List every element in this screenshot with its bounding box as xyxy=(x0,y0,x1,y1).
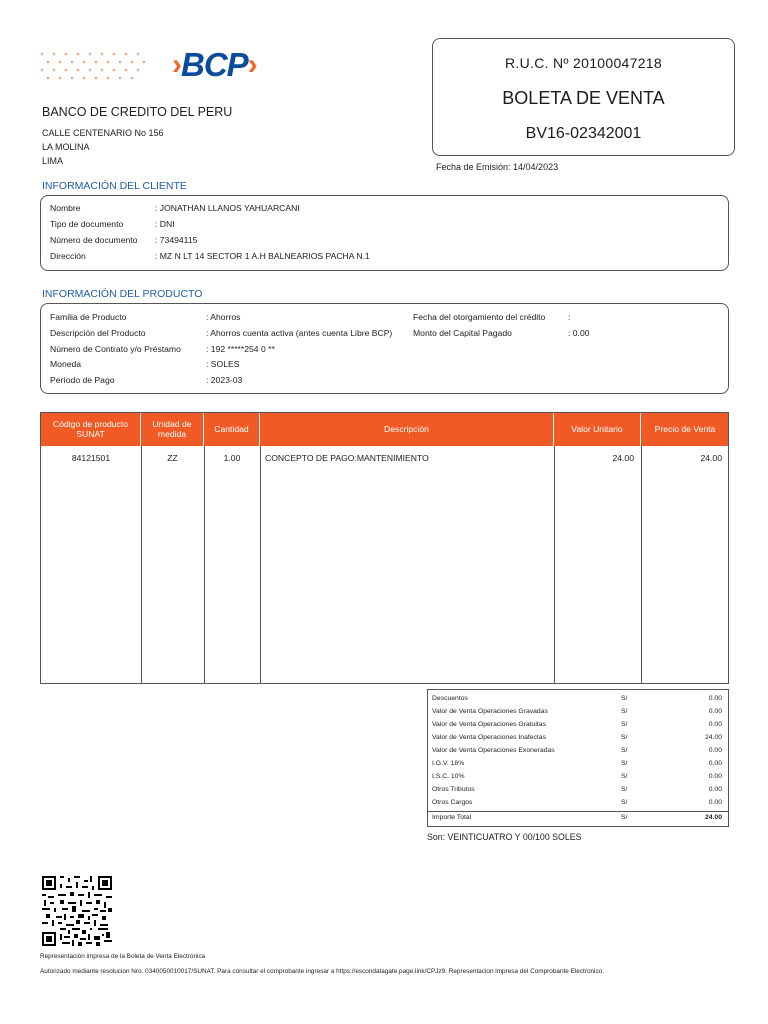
column-divider xyxy=(204,446,205,683)
credit-grant-date-label: Fecha del otorgamiento del crédito xyxy=(413,312,546,322)
credit-grant-date-value: : xyxy=(568,312,571,322)
client-doc-type-value: : DNI xyxy=(155,219,175,229)
product-info-panel xyxy=(40,303,729,394)
items-table xyxy=(40,412,729,684)
product-section-title: INFORMACIÓN DEL PRODUCTO xyxy=(42,288,203,300)
authorization-note: Autorizado mediante resolucion Nro. 0340050010017/SUNAT. Para consultar el comprobante ingresar a https://escondatagate.page.link/CPJz9. Representacion impresa del Comprobante Electronico. xyxy=(40,968,605,975)
contract-number-label: Número de Contrato y/o Préstamo xyxy=(50,344,181,354)
ruc-number: R.U.C. Nº 20100047218 xyxy=(505,55,662,71)
items-table-header xyxy=(41,413,728,446)
client-doc-type-label: Tipo de documento xyxy=(50,219,124,229)
totals-row xyxy=(428,693,728,706)
amount-in-words: Son: VEINTICUATRO Y 00/100 SOLES xyxy=(427,832,582,842)
totals-value: 0.00 xyxy=(708,773,722,780)
totals-value: 0.00 xyxy=(708,786,722,793)
totals-row xyxy=(428,706,728,719)
bcp-logo xyxy=(172,46,257,84)
logo-chevron-right: › xyxy=(247,48,257,81)
totals-label: Valor de Venta Operaciones Gratuitas xyxy=(432,721,546,728)
client-doc-number-value: : 73494115 xyxy=(155,235,198,245)
totals-currency: S/ xyxy=(621,695,628,702)
currency-value: : SOLES xyxy=(206,359,240,369)
contract-number-value: : 192 *****254 0 ** xyxy=(206,344,275,354)
totals-label: Valor de Venta Operaciones Inafectas xyxy=(432,734,546,741)
item-sale-price: 24.00 xyxy=(700,453,722,463)
totals-value: 0.00 xyxy=(708,799,722,806)
qr-code xyxy=(42,876,112,946)
item-unit: ZZ xyxy=(167,453,178,463)
column-divider xyxy=(554,446,555,683)
totals-value: 0.00 xyxy=(708,721,722,728)
totals-label: Valor de Venta Operaciones Exoneradas xyxy=(432,747,555,754)
totals-currency: S/ xyxy=(621,734,628,741)
totals-label: Otros Cargos xyxy=(432,799,473,806)
totals-value: 24.00 xyxy=(704,734,722,741)
totals-currency: S/ xyxy=(621,708,628,715)
paid-capital-value: : 0.00 xyxy=(568,328,590,338)
item-unit-value: 24.00 xyxy=(612,453,634,463)
totals-box xyxy=(427,689,729,827)
totals-row xyxy=(428,771,728,784)
totals-currency: S/ xyxy=(621,760,628,767)
payment-period-value: : 2023-03 xyxy=(206,375,243,385)
issuer-address-line1: CALLE CENTENARIO No 156 xyxy=(42,128,164,138)
currency-label: Moneda xyxy=(50,359,82,369)
issuer-address-line2: LA MOLINA xyxy=(42,142,90,152)
totals-currency: S/ xyxy=(621,721,628,728)
totals-currency: S/ xyxy=(621,786,628,793)
logo-chevron-left: › xyxy=(172,48,181,81)
totals-row xyxy=(428,784,728,797)
totals-currency: S/ xyxy=(621,799,628,806)
client-name-label: Nombre xyxy=(50,203,81,213)
payment-period-label: Período de Pago xyxy=(50,375,115,385)
electronic-representation-note: Representación impresa de la Boleta de Venta Electrónica xyxy=(40,953,206,960)
totals-value: 0.00 xyxy=(708,708,722,715)
item-description: CONCEPTO DE PAGO:MANTENIMIENTO xyxy=(265,453,429,463)
bcp-logo-dots xyxy=(40,50,152,82)
item-code: 84121501 xyxy=(71,453,111,463)
total-amount-label: Importe Total xyxy=(432,814,472,821)
document-number: BV16-02342001 xyxy=(525,125,642,142)
client-info-panel xyxy=(40,195,729,271)
product-description-label: Descripción del Producto xyxy=(50,328,146,338)
totals-label: Otros Tributos xyxy=(432,786,475,793)
totals-row xyxy=(428,797,728,810)
paid-capital-label: Monto del Capital Pagado xyxy=(413,328,512,338)
totals-label: Valor de Venta Operaciones Gravadas xyxy=(432,708,548,715)
header-unit: Unidad de medida xyxy=(141,413,204,446)
totals-label: Descuentos xyxy=(432,695,468,702)
column-divider xyxy=(141,446,142,683)
column-divider xyxy=(641,446,642,683)
header-quantity: Cantidad xyxy=(204,413,260,446)
product-family-label: Familia de Producto xyxy=(50,312,127,322)
totals-row xyxy=(428,732,728,745)
issue-date: Fecha de Emisión: 14/04/2023 xyxy=(436,162,559,172)
issuer-address-line3: LIMA xyxy=(42,156,64,166)
logo-text: BCP xyxy=(181,46,248,83)
client-section-title: INFORMACIÓN DEL CLIENTE xyxy=(42,180,187,192)
totals-value: 0.00 xyxy=(708,747,722,754)
header-product-code: Código de producto SUNAT xyxy=(41,413,141,446)
totals-row xyxy=(428,745,728,758)
document-type: BOLETA DE VENTA xyxy=(502,88,665,108)
header-description: Descripción xyxy=(260,413,554,446)
client-doc-number-label: Número de documento xyxy=(50,235,138,245)
totals-row xyxy=(428,758,728,771)
client-address-value: : MZ N LT 14 SECTOR 1 A.H BALNEARIOS PACHA N.1 xyxy=(155,251,370,261)
totals-currency: S/ xyxy=(621,773,628,780)
total-amount-row xyxy=(428,811,728,824)
total-amount-currency: S/ xyxy=(621,814,628,821)
column-divider xyxy=(260,446,261,683)
total-amount-value: 24.00 xyxy=(704,814,722,821)
product-description-value: : Ahorros cuenta activa (antes cuenta Libre BCP) xyxy=(206,328,393,338)
header-unit-value: Valor Unitario xyxy=(554,413,641,446)
item-quantity: 1.00 xyxy=(223,453,241,463)
totals-label: I.G.V. 18% xyxy=(432,760,465,767)
totals-row xyxy=(428,719,728,732)
totals-value: 0.00 xyxy=(708,760,722,767)
totals-value: 0.00 xyxy=(708,695,722,702)
client-address-label: Dirección xyxy=(50,251,86,261)
header-sale-price: Precio de Venta xyxy=(654,423,716,434)
totals-label: I.S.C. 10% xyxy=(432,773,465,780)
document-id-box xyxy=(432,38,735,156)
product-family-value: : Ahorros xyxy=(206,312,241,322)
client-name-value: : JONATHAN LLANOS YAHUARCANI xyxy=(155,203,300,213)
totals-currency: S/ xyxy=(621,747,628,754)
issuer-name: BANCO DE CREDITO DEL PERU xyxy=(42,105,233,119)
